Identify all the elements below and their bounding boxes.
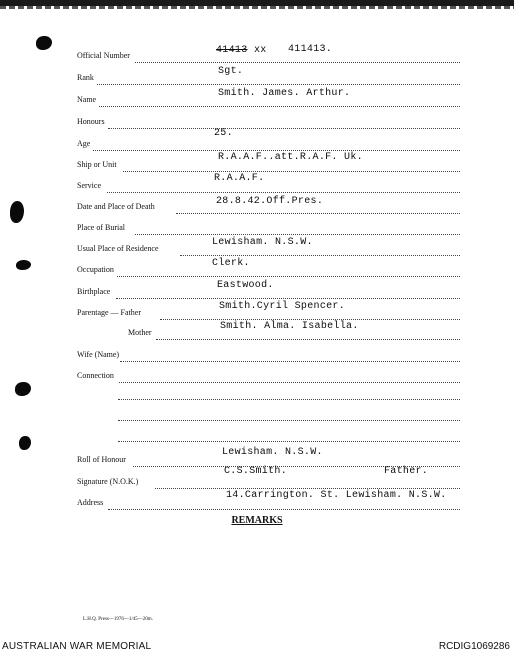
- usual-residence-label: Usual Place of Residence: [77, 244, 159, 253]
- dotted-line: [99, 106, 460, 107]
- parentage-mother-label: Mother: [128, 328, 152, 337]
- connection-dotted-line-2: [118, 399, 460, 400]
- printer-imprint: L.H.Q. Press—1976—1/45—20m.: [83, 617, 153, 622]
- name-label: Name: [77, 95, 97, 104]
- birthplace-value: Eastwood.: [217, 280, 274, 291]
- dotted-line: [93, 150, 460, 151]
- ship-or-unit-label: Ship or Unit: [77, 160, 117, 169]
- official-number-label: Official Number: [77, 51, 130, 60]
- dotted-line: [97, 84, 460, 85]
- connection-dotted-line-3: [118, 420, 460, 421]
- address-label: Address: [77, 498, 104, 507]
- punch-hole-1: [36, 36, 52, 50]
- dotted-line: [180, 255, 460, 256]
- signature-nok-relation: Father.: [384, 466, 429, 477]
- scan-top-edge-pattern: [0, 6, 514, 9]
- connection-label: Connection: [77, 371, 114, 380]
- honours-label: Honours: [77, 117, 105, 126]
- rank-value: Sgt.: [218, 66, 244, 77]
- dotted-line: [117, 276, 460, 277]
- official-number-struck-suffix: xx: [254, 45, 267, 56]
- service-value: R.A.A.F.: [214, 173, 265, 184]
- row-connection: [0, 371, 514, 387]
- row-honours: [0, 117, 514, 133]
- name-value: Smith. James. Arthur.: [218, 88, 351, 99]
- roll-of-honour-value: Lewisham. N.S.W.: [222, 447, 323, 458]
- dotted-line: [160, 319, 460, 320]
- place-burial-label: Place of Burial: [77, 223, 125, 232]
- occupation-label: Occupation: [77, 265, 114, 274]
- dotted-line: [107, 192, 460, 193]
- row-wife: [0, 350, 514, 366]
- dotted-line: [108, 128, 460, 129]
- wife-label: Wife (Name): [77, 350, 120, 359]
- signature-nok-value: C.S.Smith.: [224, 466, 288, 477]
- official-number-value: 411413.: [288, 44, 333, 55]
- usual-residence-value: Lewisham. N.S.W.: [212, 237, 313, 248]
- address-value: 14.Carrington. St. Lewisham. N.S.W.: [226, 490, 447, 501]
- row-occupation: [0, 265, 514, 281]
- parentage-father-value: Smith.Cyril Spencer.: [219, 301, 346, 312]
- remarks-heading: REMARKS: [231, 515, 283, 526]
- dotted-line: [176, 213, 460, 214]
- signature-nok-label: Signature (N.O.K.): [77, 477, 139, 486]
- rank-label: Rank: [77, 73, 94, 82]
- official-number-struck: 41413: [216, 45, 248, 56]
- date-place-death-value: 28.8.42.Off.Pres.: [216, 196, 324, 207]
- punch-hole-5: [19, 436, 31, 450]
- dotted-line: [155, 488, 460, 489]
- dotted-line: [123, 171, 460, 172]
- record-id: RCDIG1069286: [438, 641, 510, 652]
- service-label: Service: [77, 181, 101, 190]
- birthplace-label: Birthplace: [77, 287, 111, 296]
- dotted-line: [108, 509, 460, 510]
- ship-or-unit-value: R.A.A.F..att.R.A.F. Uk.: [218, 152, 363, 163]
- date-place-death-label: Date and Place of Death: [77, 202, 155, 211]
- dotted-line: [135, 234, 460, 235]
- occupation-value: Clerk.: [212, 258, 250, 269]
- age-value: 25.: [214, 128, 233, 139]
- parentage-mother-value: Smith. Alma. Isabella.: [220, 321, 359, 332]
- roll-of-honour-label: Roll of Honour: [77, 455, 126, 464]
- dotted-line: [120, 361, 460, 362]
- dotted-line: [116, 298, 460, 299]
- dotted-line: [119, 382, 460, 383]
- dotted-line: [156, 339, 460, 340]
- connection-dotted-line-4: [118, 441, 460, 442]
- archive-name: AUSTRALIAN WAR MEMORIAL: [2, 641, 152, 652]
- parentage-father-label: Parentage — Father: [77, 308, 141, 317]
- row-rank: [0, 73, 514, 89]
- dotted-line: [135, 62, 460, 63]
- age-label: Age: [77, 139, 91, 148]
